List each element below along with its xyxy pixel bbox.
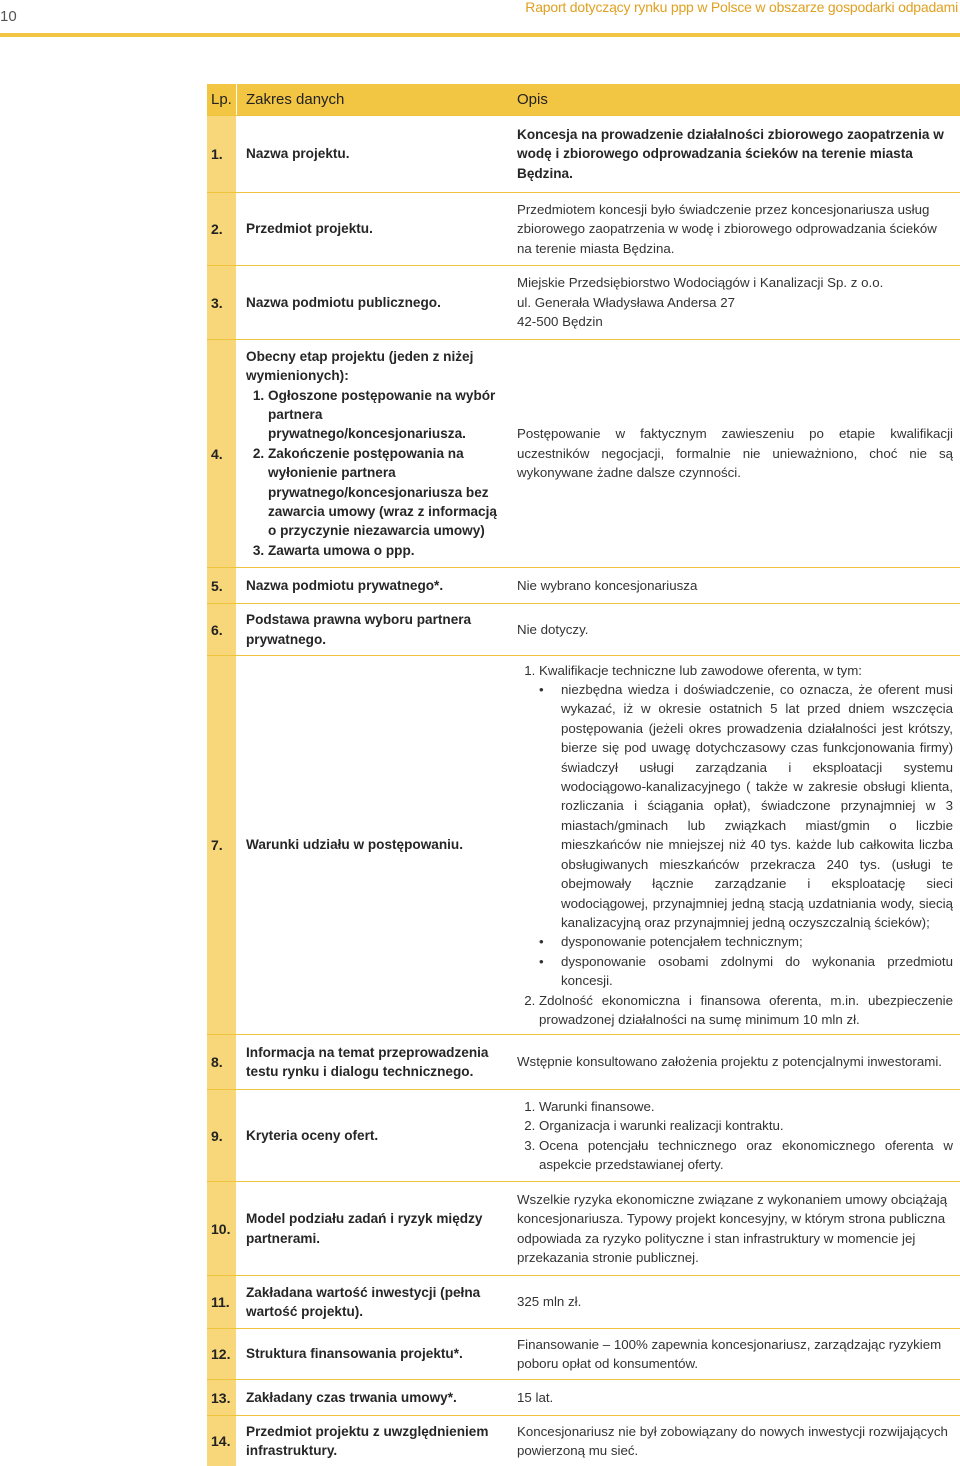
row-number: 6.	[207, 604, 236, 655]
table-row	[207, 1328, 960, 1379]
row-label: Przedmiot projektu.	[236, 193, 508, 265]
row-description: Postępowanie w faktycznym zawieszeniu po etapie kwalifikacji uczestników negocjacji, formalnie nie unieważniono, choć nie są wykonywane żadne dalsze czynności.	[517, 426, 953, 481]
row-description	[508, 656, 959, 1034]
row-description: 325 mln zł.	[517, 1294, 582, 1310]
row-label: Zakładany czas trwania umowy*.	[236, 1380, 508, 1415]
table-row	[207, 339, 960, 567]
row-label: Warunki udziału w postępowaniu.	[236, 656, 508, 1034]
row-label: Informacja na temat przeprowadzenia testu rynku i dialogu technicznego.	[236, 1035, 508, 1089]
project-table	[207, 84, 960, 1466]
row-number: 11.	[207, 1276, 236, 1328]
address-line: Miejskie Przedsiębiorstwo Wodociągów i Kanalizacji Sp. z o.o.	[517, 275, 884, 291]
row-number: 14.	[207, 1416, 236, 1466]
header-opis: Opis	[517, 90, 548, 108]
row-description: Nie dotyczy.	[517, 621, 589, 637]
row-number: 2.	[207, 193, 236, 265]
stage-option: 3. Zawarta umowa o ppp.	[268, 541, 500, 560]
row-number: 12.	[207, 1329, 236, 1379]
row-number: 9.	[207, 1090, 236, 1181]
row-number: 7.	[207, 656, 236, 1034]
row-description: Koncesjonariusz nie był zobowiązany do nowych inwestycji rozwijających powierzoną mu sieć.	[517, 1423, 948, 1458]
header-rule	[0, 33, 960, 37]
row-description: Wszelkie ryzyka ekonomiczne związane z wykonaniem umowy obciążają koncesjonariusza. Typowy projekt koncesyjny, w którym strona publiczna odpowiada za ryzyko polityczne i stan infrastruktury w momencie jej przekazania stronie publicznej.	[517, 1191, 948, 1265]
table-header-row	[207, 84, 960, 115]
table-row	[207, 655, 960, 1034]
page-number: 10	[0, 8, 17, 25]
table-row	[207, 1181, 960, 1275]
row-number: 3.	[207, 266, 236, 339]
row-description: 15 lat.	[517, 1389, 554, 1405]
address-line: ul. Generała Władysława Andersa 27	[517, 294, 736, 310]
row-number: 1.	[207, 116, 236, 192]
stage-option: 2. Zakończenie postępowania na wyłonienie partnera prywatnego/koncesjonariusza bez zawarcia umowy (wraz z informacją o przyczynie niezawarcia umowy)	[268, 444, 500, 541]
table-row	[207, 1034, 960, 1089]
row-description: Nie wybrano koncesjonariusza	[517, 577, 698, 593]
table-row	[207, 603, 960, 655]
condition-item	[539, 661, 953, 991]
row-label: Nazwa podmiotu publicznego.	[236, 266, 508, 339]
stage-option: 1. Ogłoszone postępowanie na wybór partnera prywatnego/koncesjonariusza.	[268, 386, 500, 444]
row-label: Struktura finansowania projektu*.	[236, 1329, 508, 1379]
condition-item: 2. Zdolność ekonomiczna i finansowa oferenta, m.in. ubezpieczenie prowadzonej działalności na sumę minimum 10 mln zł.	[539, 991, 953, 1030]
condition-bullet: • dysponowanie osobami zdolnymi do wykonania przedmiotu koncesji.	[561, 952, 953, 991]
row-label: Zakładana wartość inwestycji (pełna wartość projektu).	[236, 1276, 508, 1328]
table-row	[207, 1415, 960, 1466]
criterion-item: 1. Warunki finansowe.	[539, 1097, 953, 1116]
row-label: Nazwa projektu.	[236, 116, 508, 192]
row-label: Nazwa podmiotu prywatnego*.	[236, 568, 508, 603]
condition-bullet: • dysponowanie potencjałem technicznym;	[561, 932, 953, 951]
row-description: Wstępnie konsultowano założenia projektu z potencjalnymi inwestorami.	[517, 1054, 942, 1070]
header-lp: Lp.	[207, 84, 236, 115]
row-label	[236, 340, 508, 567]
table-row	[207, 1089, 960, 1181]
row-label: Model podziału zadań i ryzyk między partnerami.	[236, 1182, 508, 1275]
row-description: Finansowanie – 100% zapewnia koncesjonariusz, zarządzając ryzykiem poboru opłat od konsumentów.	[517, 1336, 942, 1371]
row-description	[508, 266, 959, 339]
condition-bullet: • niezbędna wiedza i doświadczenie, co oznacza, że oferent musi wykazać, iż w okresie ostatnich 5 lat przed dniem wszczęcia postępowania (jeżeli okres prowadzenia działalności jest krótszy, bierze się pod uwagę dotychczasowy czas funkcjonowania firmy) świadczył usługi zarządzania i eksploatacji systemu wodociągowo-kanalizacyjnego ( także w zakresie obsługi klienta, rozliczania i ściągania opłat), świadczone przynajmniej w 3 miastach/gminach lub związkach miast/gmin o liczbie mieszkańców nie mniejszej niż 40 tys. każde lub całkowita liczba obsługiwanych mieszkańców przekracza 240 tys. (usługi te obejmowały łącznie zarządzanie i eksploatację sieci wodociągowej, przynajmniej jedną stacją uzdatniania wody, siecią kanalizacyjną oraz przynajmniej jedną oczyszczalnią ścieków);	[561, 680, 953, 932]
header-zakres: Zakres danych	[236, 84, 508, 115]
row-description	[508, 1090, 959, 1181]
row-number: 13.	[207, 1380, 236, 1415]
row-number: 4.	[207, 340, 236, 567]
row-number: 10.	[207, 1182, 236, 1275]
table-row	[207, 265, 960, 339]
row-description: Koncesja na prowadzenie działalności zbiorowego zaopatrzenia w wodę i zbiorowego odprowadzania ścieków na terenie miasta Będzina.	[517, 126, 944, 181]
row-number: 5.	[207, 568, 236, 603]
row-label: Podstawa prawna wyboru partnera prywatnego.	[236, 604, 508, 655]
row-number: 8.	[207, 1035, 236, 1089]
row-label: Kryteria oceny ofert.	[236, 1090, 508, 1181]
table-row	[207, 115, 960, 192]
criterion-item: 3. Ocena potencjału technicznego oraz ekonomicznego oferenta w aspekcie przedstawianej oferty.	[539, 1136, 953, 1175]
table-row	[207, 567, 960, 603]
criterion-item: 2. Organizacja i warunki realizacji kontraktu.	[539, 1116, 953, 1135]
running-header: Raport dotyczący rynku ppp w Polsce w obszarze gospodarki odpadami	[525, 0, 958, 15]
address-line: 42-500 Będzin	[517, 314, 603, 330]
condition-title: Kwalifikacje techniczne lub zawodowe oferenta, w tym:	[539, 662, 862, 678]
table-row	[207, 1379, 960, 1415]
stage-intro: Obecny etap projektu (jeden z niżej wymienionych):	[246, 348, 474, 384]
table-row	[207, 192, 960, 265]
row-description: Przedmiotem koncesji było świadczenie przez koncesjonariusza usług zbiorowego zaopatrzenia w wodę i zbiorowego odprowadzania ścieków na terenie miasta Będzina.	[517, 201, 937, 256]
table-row	[207, 1275, 960, 1328]
row-label: Przedmiot projektu z uwzględnieniem infrastruktury.	[236, 1416, 508, 1466]
